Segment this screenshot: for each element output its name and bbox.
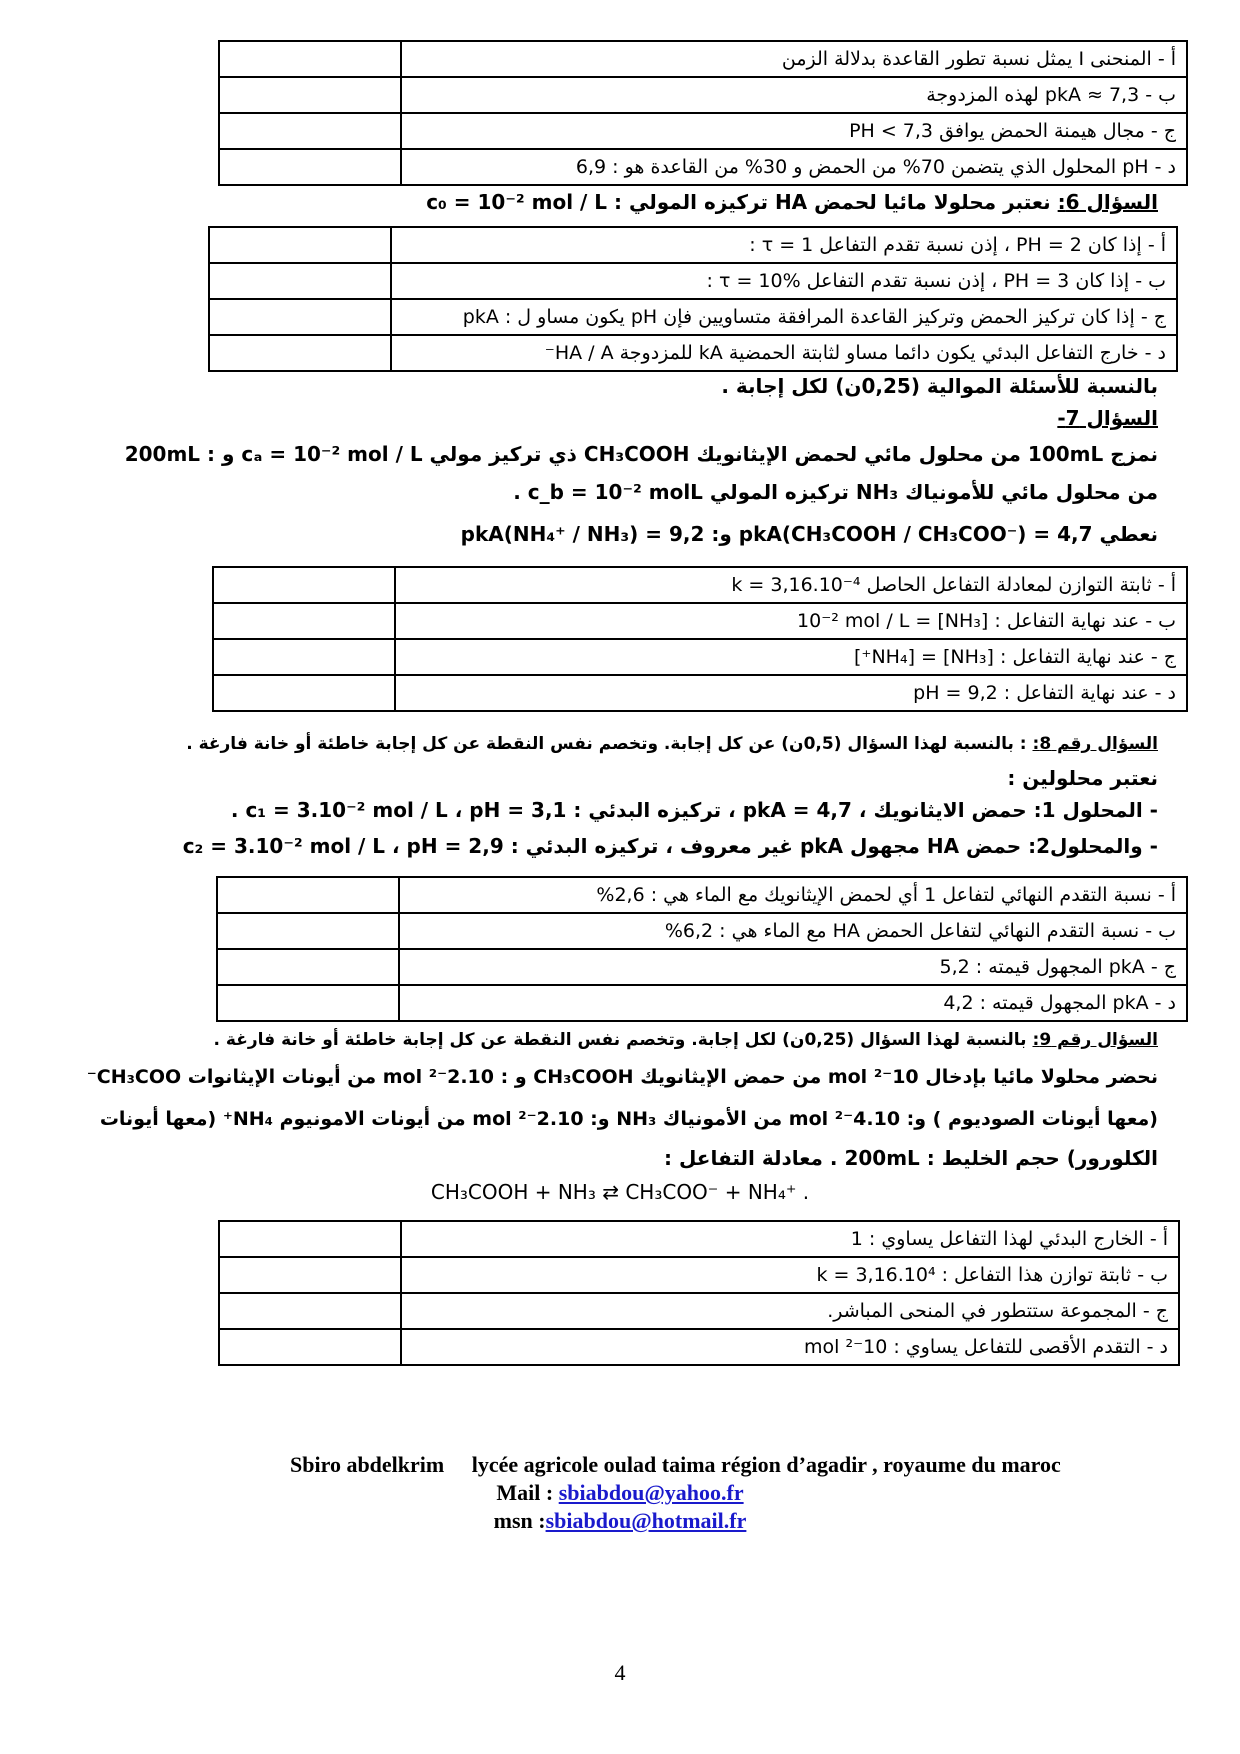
statement-cell: د - خارج التفاعل البدئي يكون دائما مساو لثابتة الحمضية kA للمزدوجة HA / A⁻: [391, 335, 1177, 371]
q7-line-3: نعطي pkA(CH₃COOH / CH₃COO⁻) = 4,7 و: pkA(NH₄⁺ / NH₃) = 9,2: [460, 522, 1158, 546]
table-row: [219, 1329, 1179, 1365]
q9-table: [218, 1220, 1180, 1366]
table-row: [209, 227, 1177, 263]
table-row: [209, 299, 1177, 335]
q8-line: [186, 734, 1158, 754]
table-row: [213, 603, 1187, 639]
statement-cell: ب - ثابتة توازن هذا التفاعل : k = 3,16.10⁴: [401, 1257, 1179, 1293]
table-row: [219, 1293, 1179, 1329]
statement-cell: أ - ثابتة التوازن لمعادلة التفاعل الحاصل k = 3,16.10⁻⁴: [395, 567, 1187, 603]
statement-cell: ب - إذا كان PH = 3 ، إذن نسبة تقدم التفاعل τ = 10% :: [391, 263, 1177, 299]
statement-cell: أ - نسبة التقدم النهائي لتفاعل 1 أي لحمض الإيثانويك مع الماء هي : 2,6%: [399, 877, 1187, 913]
answer-cell[interactable]: [219, 1221, 401, 1257]
q6-table: [208, 226, 1178, 372]
table-row: [217, 985, 1187, 1021]
statement-cell: ب - عند نهاية التفاعل : [NH₃] = 10⁻² mol / L: [395, 603, 1187, 639]
q9-title: السؤال رقم 9:: [1032, 1030, 1158, 1050]
q6-line: [426, 190, 1158, 214]
answer-cell[interactable]: [213, 639, 395, 675]
answer-cell[interactable]: [217, 985, 399, 1021]
q7-line-2: من محلول مائي للأمونياك NH₃ تركيزه المولي c_b = 10⁻² molL .: [513, 480, 1158, 504]
q8-solution-2: - والمحلول2: حمض HA مجهول pkA غير معروف ، تركيزه البدئي : c₂ = 3.10⁻² mol / L ، pH = 2,9: [182, 834, 1158, 858]
statement-cell: د - التقدم الأقصى للتفاعل يساوي : 10⁻² mol: [401, 1329, 1179, 1365]
reaction-equation: CH₃COOH + NH₃ ⇄ CH₃COO⁻ + NH₄⁺ .: [430, 1180, 810, 1204]
statement-cell: ج - pkA المجهول قيمته : 5,2: [399, 949, 1187, 985]
author-name: Sbiro abdelkrim: [290, 1452, 445, 1477]
scoring-note: بالنسبة للأسئلة الموالية (0,25ن) لكل إجابة .: [721, 374, 1158, 398]
mail-label: Mail :: [496, 1480, 559, 1505]
answer-cell[interactable]: [209, 227, 391, 263]
page-number: 4: [614, 1660, 626, 1685]
statement-cell: د - عند نهاية التفاعل : pH = 9,2: [395, 675, 1187, 711]
q8-table: [216, 876, 1188, 1022]
q8-title: السؤال رقم 8:: [1032, 734, 1158, 754]
answer-cell[interactable]: [219, 149, 401, 185]
q8-solution-1: - المحلول 1: حمض الايثانويك ، pkA = 4,7 ، تركيزه البدئي : c₁ = 3.10⁻² mol / L ، pH = 3,1 .: [230, 798, 1158, 822]
statement-cell: أ - الخارج البدئي لهذا التفاعل يساوي : 1: [401, 1221, 1179, 1257]
msn-link[interactable]: sbiabdou@hotmail.fr: [545, 1508, 747, 1533]
answer-cell[interactable]: [217, 877, 399, 913]
statement-cell: ج - عند نهاية التفاعل : [NH₃] = [NH₄⁺]: [395, 639, 1187, 675]
table-row: [209, 263, 1177, 299]
q7-title: السؤال 7-: [1057, 406, 1158, 430]
statement-cell: د - pkA المجهول قيمته : 4,2: [399, 985, 1187, 1021]
q8-note: : بالنسبة لهذا السؤال (0,5ن) عن كل إجابة. وتخصم نفس النقطة عن كل إجابة خاطئة أو خانة فارغة .: [186, 734, 1027, 754]
mail-line: [0, 1480, 1240, 1506]
q7-line-1: نمزج 100mL من محلول مائي لحمض الإيثانويك CH₃COOH ذي تركيز مولي cₐ = 10⁻² mol / L و : 200mL: [124, 442, 1158, 466]
mail-link[interactable]: sbiabdou@yahoo.fr: [558, 1480, 744, 1505]
q6-text: نعتبر محلولا مائيا لحمض HA تركيزه المولي : c₀ = 10⁻² mol / L: [426, 190, 1051, 214]
answer-cell[interactable]: [219, 1293, 401, 1329]
q9-line: [214, 1030, 1158, 1050]
statement-cell: د - pH المحلول الذي يتضمن 70% من الحمض و 30% من القاعدة هو : 6,9: [401, 149, 1187, 185]
table-row: [219, 77, 1187, 113]
table-row: [219, 41, 1187, 77]
table-row: [217, 913, 1187, 949]
statement-cell: أ - المنحنى I يمثل نسبة تطور القاعدة بدلالة الزمن: [401, 41, 1187, 77]
answer-cell[interactable]: [217, 949, 399, 985]
table-row: [219, 149, 1187, 185]
author-line: [290, 1452, 1190, 1478]
q6-title: السؤال 6:: [1057, 190, 1158, 214]
answer-cell[interactable]: [219, 113, 401, 149]
q9-line-2: (معها أيونات الصوديوم ) و: 4.10⁻² mol من الأمونياك NH₃ و: 2.10⁻² mol من أيونات الامونيوم NH₄⁺ (معها أيونات: [99, 1108, 1158, 1130]
table-row: [219, 1257, 1179, 1293]
answer-cell[interactable]: [219, 1257, 401, 1293]
table-row: [219, 113, 1187, 149]
q9-note: بالنسبة لهذا السؤال (0,25ن) لكل إجابة. وتخصم نفس النقطة عن كل إجابة خاطئة أو خانة فارغة .: [213, 1030, 1027, 1050]
msn-label: msn :: [493, 1508, 546, 1533]
answer-cell[interactable]: [219, 77, 401, 113]
q5-table: [218, 40, 1188, 186]
statement-cell: ب - pkA ≈ 7,3 لهذه المزدوجة: [401, 77, 1187, 113]
statement-cell: ب - نسبة التقدم النهائي لتفاعل الحمض HA مع الماء هي : 6,2%: [399, 913, 1187, 949]
answer-cell[interactable]: [209, 263, 391, 299]
answer-cell[interactable]: [213, 603, 395, 639]
table-row: [213, 675, 1187, 711]
table-row: [213, 639, 1187, 675]
q8-intro: نعتبر محلولين :: [1007, 766, 1158, 790]
answer-cell[interactable]: [219, 1329, 401, 1365]
answer-cell[interactable]: [209, 299, 391, 335]
answer-cell[interactable]: [213, 675, 395, 711]
table-row: [213, 567, 1187, 603]
author-affiliation: lycée agricole oulad taima région d’agadir , royaume du maroc: [471, 1452, 1061, 1477]
table-row: [217, 949, 1187, 985]
statement-cell: ج - مجال هيمنة الحمض يوافق PH < 7,3: [401, 113, 1187, 149]
statement-cell: أ - إذا كان PH = 2 ، إذن نسبة تقدم التفاعل τ = 1 :: [391, 227, 1177, 263]
table-row: [209, 335, 1177, 371]
answer-cell[interactable]: [217, 913, 399, 949]
table-row: [217, 877, 1187, 913]
q9-line-3: الكلورور) حجم الخليط : 200mL . معادلة التفاعل :: [663, 1146, 1158, 1170]
q9-line-1: نحضر محلولا مائيا بإدخال 10⁻² mol من حمض الإيثانويك CH₃COOH و : 2.10⁻² mol من أيونات الإيثانوات CH₃COO⁻: [86, 1066, 1158, 1088]
answer-cell[interactable]: [209, 335, 391, 371]
table-row: [219, 1221, 1179, 1257]
statement-cell: ج - المجموعة ستتطور في المنحى المباشر.: [401, 1293, 1179, 1329]
msn-line: [0, 1508, 1240, 1534]
statement-cell: ج - إذا كان تركيز الحمض وتركيز القاعدة المرافقة متساويين فإن pH يكون مساو ل : pkA: [391, 299, 1177, 335]
answer-cell[interactable]: [219, 41, 401, 77]
answer-cell[interactable]: [213, 567, 395, 603]
q7-table: [212, 566, 1188, 712]
